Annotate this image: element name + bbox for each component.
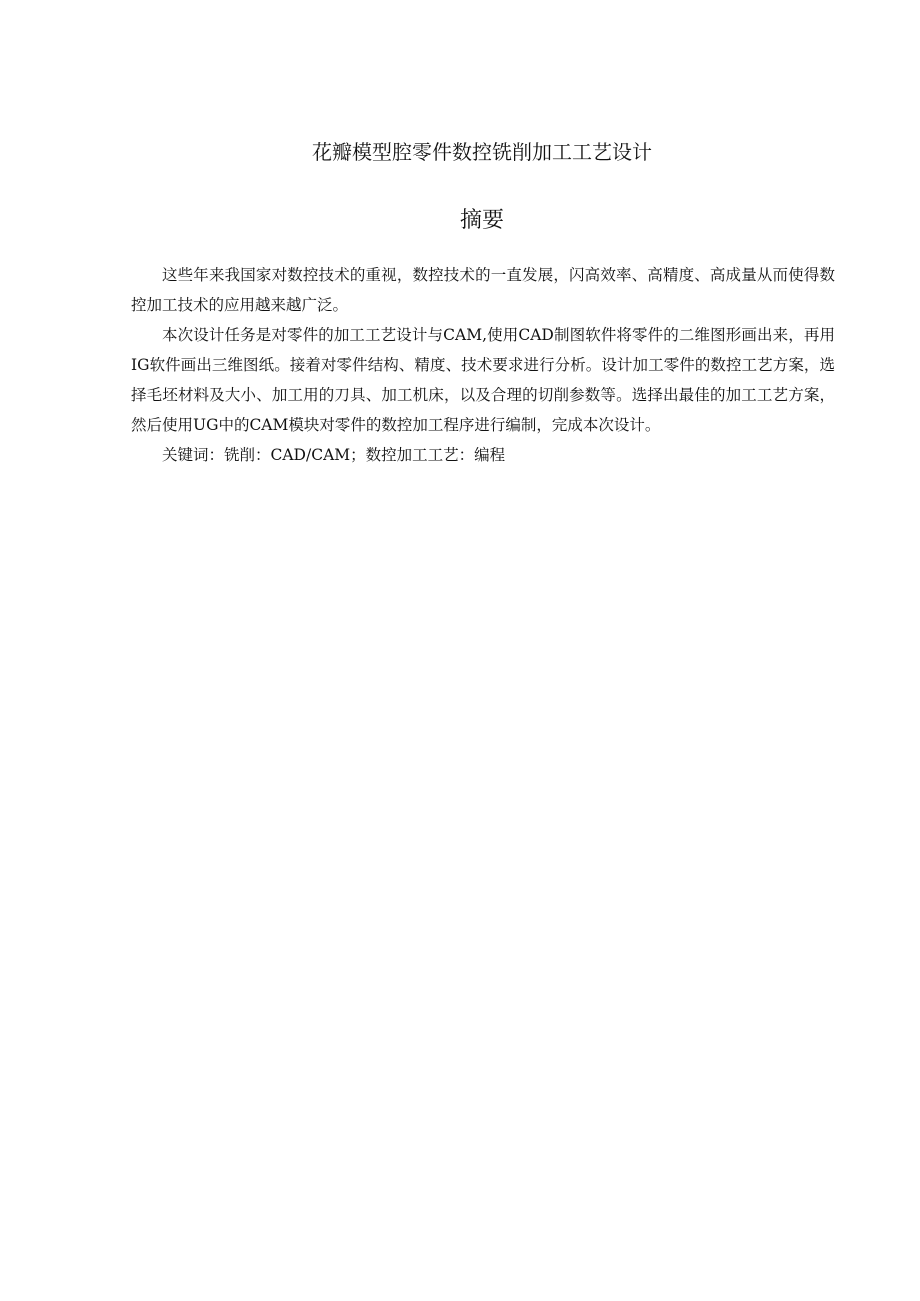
abstract-heading: 摘要 — [459, 208, 504, 233]
abstract-paragraph-2: 本次设计任务是对零件的加工工艺设计与CAM,使用CAD制图软件将零件的二维图形画出来，再用IG软件画出三维图纸。接着对零件结构、精度、技术要求进行分析。设计加工零件的数控工艺方案，选择毛坯材料及大小、加工用的刀具、加工机床，以及合理的切削参数等。选择出最佳的加工工艺方案，然后使用UG中的CAM模块对零件的数控加工程序进行编制，完成本次设计。 — [131, 326, 835, 434]
abstract-paragraph-1: 这些年来我国家对数控技术的重视，数控技术的一直发展，闪高效率、高精度、高成量从而使得数控加工技术的应用越来越广泛。 — [131, 266, 835, 314]
abstract-body — [131, 260, 835, 470]
document-title: 花瓣模型腔零件数控铣削加工工艺设计 — [312, 140, 652, 164]
keywords-line: 关键词：铣削：CAD/CAM；数控加工工艺：编程 — [162, 446, 506, 464]
